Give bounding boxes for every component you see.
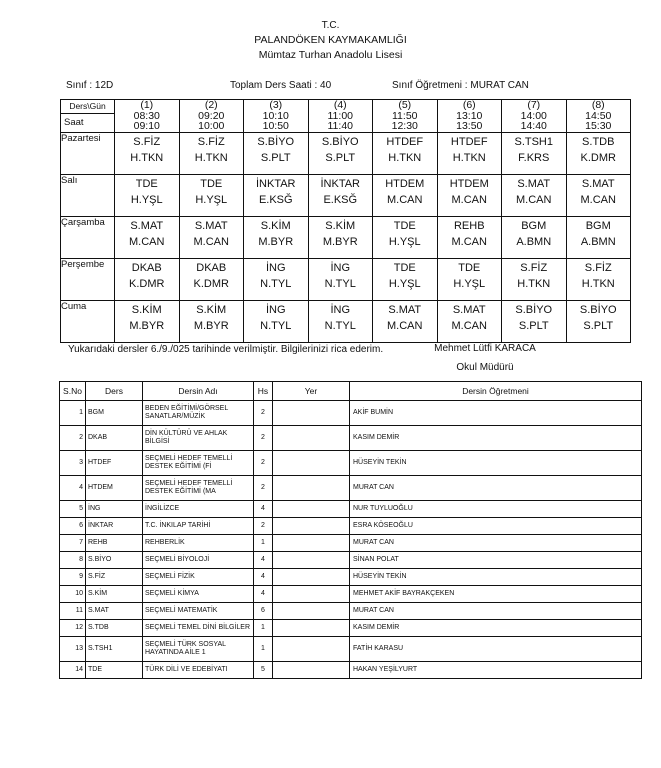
lesson-code: İNKTAR — [320, 178, 361, 190]
lesson-name: İNGİLİZCE — [143, 501, 254, 518]
header-sno: S.No — [60, 382, 86, 401]
lesson-cell — [179, 259, 244, 301]
period-number: (3) — [269, 99, 283, 111]
lesson-no: 3 — [60, 451, 86, 476]
lesson-cell — [308, 175, 373, 217]
header-ders: Ders — [86, 382, 143, 401]
lesson-teacher: H.YŞL — [453, 278, 486, 290]
lesson-code: S.FİZ — [520, 262, 548, 274]
lesson-teacher: H.YŞL — [130, 194, 163, 206]
lesson-teacher: H.TKN — [517, 278, 551, 290]
lesson-name: TÜRK DİLİ VE EDEBİYATI — [143, 662, 254, 679]
lesson-no: 14 — [60, 662, 86, 679]
lesson-cell — [308, 217, 373, 259]
lesson-hours: 1 — [254, 637, 273, 662]
lesson-hours: 2 — [254, 451, 273, 476]
lesson-name: SEÇMELİ TÜRK SOSYAL HAYATINDA AİLE 1 — [143, 637, 254, 662]
class-info-row — [0, 80, 661, 94]
period-end: 15:30 — [585, 120, 612, 132]
lesson-code: S.MAT — [86, 603, 143, 620]
lesson-teacher: A.BMN — [580, 236, 616, 248]
lesson-place — [273, 535, 350, 552]
lesson-cell — [179, 217, 244, 259]
lesson-cell — [308, 259, 373, 301]
period-start: 10:10 — [262, 109, 289, 122]
period-end: 12:30 — [391, 120, 418, 132]
timetable-day-row — [61, 175, 631, 217]
lesson-teacher: H.TKN — [130, 152, 164, 164]
lesson-code: S.KİM — [260, 220, 291, 232]
lesson-code: S.MAT — [517, 178, 551, 190]
lesson-code: BGM — [86, 401, 143, 426]
lesson-no: 4 — [60, 476, 86, 501]
lesson-teacher: NUR TUYLUOĞLU — [350, 501, 642, 518]
lesson-code: S.MAT — [194, 220, 228, 232]
period-start: 11:50 — [392, 109, 418, 122]
lesson-code: DKAB — [131, 262, 162, 274]
lesson-cell — [437, 175, 502, 217]
class-name: Sınıf : 12D — [66, 80, 114, 91]
lesson-teacher: HÜSEYİN TEKİN — [350, 451, 642, 476]
lesson-name: SEÇMELİ BİYOLOJİ — [143, 552, 254, 569]
lesson-code: S.BİYO — [257, 136, 295, 148]
period-header-cell — [308, 100, 373, 133]
lesson-code: S.TDB — [582, 136, 615, 148]
lesson-teacher: H.TKN — [452, 152, 486, 164]
timetable-header-row — [61, 100, 631, 133]
lesson-cell — [566, 175, 631, 217]
day-name: Çarşamba — [61, 217, 115, 259]
lesson-code: HTDEM — [449, 178, 489, 190]
lesson-teacher: N.TYL — [324, 320, 356, 332]
lesson-teacher: H.YŞL — [388, 278, 421, 290]
lesson-teacher: M.BYR — [258, 236, 294, 248]
lesson-code: İNG — [330, 262, 351, 274]
lesson-cell — [437, 301, 502, 343]
lesson-code: S.KİM — [131, 304, 162, 316]
lesson-code: HTDEF — [386, 136, 424, 148]
lesson-code: S.BİYO — [321, 136, 359, 148]
lesson-teacher: M.CAN — [516, 194, 552, 206]
lesson-hours: 4 — [254, 569, 273, 586]
weekly-timetable — [60, 99, 631, 343]
table-row — [60, 552, 642, 569]
day-name: Perşembe — [61, 259, 115, 301]
lesson-code: HTDEM — [385, 178, 425, 190]
lesson-code: TDE — [86, 662, 143, 679]
lesson-cell — [244, 217, 309, 259]
period-number: (1) — [140, 99, 154, 111]
lesson-code: REHB — [86, 535, 143, 552]
lesson-teacher: M.BYR — [193, 320, 229, 332]
lesson-code: HTDEF — [450, 136, 488, 148]
lesson-code: İNG — [265, 304, 286, 316]
table-row — [60, 518, 642, 535]
lesson-code: S.MAT — [130, 220, 164, 232]
lesson-teacher: K.DMR — [193, 278, 229, 290]
lesson-cell — [115, 217, 180, 259]
lesson-teacher: ESRA KÖSEOĞLU — [350, 518, 642, 535]
lesson-code: S.FİZ — [197, 136, 225, 148]
period-header-cell — [437, 100, 502, 133]
lesson-code: TDE — [200, 178, 223, 190]
lesson-teacher: S.PLT — [260, 152, 291, 164]
timetable-day-row — [61, 259, 631, 301]
lesson-no: 2 — [60, 426, 86, 451]
lesson-code: S.BİYO — [515, 304, 553, 316]
period-number: (8) — [591, 99, 605, 111]
lesson-no: 12 — [60, 620, 86, 637]
lesson-teacher: M.CAN — [387, 194, 423, 206]
lesson-no: 6 — [60, 518, 86, 535]
lesson-code: DKAB — [86, 426, 143, 451]
table-row — [60, 451, 642, 476]
lesson-teacher: N.TYL — [260, 320, 292, 332]
period-number: (6) — [462, 99, 476, 111]
lesson-cell — [179, 301, 244, 343]
day-name: Salı — [61, 175, 115, 217]
lesson-no: 7 — [60, 535, 86, 552]
header-ogretmen: Dersin Öğretmeni — [350, 382, 642, 401]
lesson-cell — [244, 133, 309, 175]
lesson-place — [273, 586, 350, 603]
timetable-corner-cell — [61, 100, 115, 133]
lesson-place — [273, 476, 350, 501]
period-end: 11:40 — [327, 120, 353, 132]
lesson-name: T.C. İNKILAP TARİHİ — [143, 518, 254, 535]
lesson-teacher: K.DMR — [580, 152, 616, 164]
table-row — [60, 501, 642, 518]
lesson-teacher: KASIM DEMİR — [350, 426, 642, 451]
lesson-code: İNG — [265, 262, 286, 274]
lesson-place — [273, 426, 350, 451]
lesson-cell — [244, 259, 309, 301]
lesson-cell — [179, 133, 244, 175]
lessons-header-row — [60, 382, 642, 401]
signature-block — [420, 343, 550, 373]
period-number: (4) — [333, 99, 347, 111]
lesson-cell — [308, 301, 373, 343]
lesson-code: TDE — [393, 220, 416, 232]
lesson-cell — [566, 133, 631, 175]
lesson-cell — [244, 301, 309, 343]
lesson-hours: 2 — [254, 426, 273, 451]
lesson-name: DİN KÜLTÜRÜ VE AHLAK BİLGİSİ — [143, 426, 254, 451]
lesson-code: İNG — [330, 304, 351, 316]
lesson-teacher: E.KSĞ — [323, 194, 358, 206]
header-hs: Hs — [254, 382, 273, 401]
letterhead-tc: T.C. — [321, 20, 340, 31]
lesson-hours: 4 — [254, 586, 273, 603]
lesson-no: 11 — [60, 603, 86, 620]
lesson-teacher: H.TKN — [194, 152, 228, 164]
header-yer: Yer — [273, 382, 350, 401]
timetable-day-row — [61, 301, 631, 343]
lesson-cell — [566, 301, 631, 343]
lesson-name: SEÇMELİ HEDEF TEMELLİ DESTEK EĞİTİMİ (Fİ — [143, 451, 254, 476]
lesson-teacher: M.CAN — [451, 236, 487, 248]
lesson-name: SEÇMELİ FİZİK — [143, 569, 254, 586]
lesson-hours: 1 — [254, 535, 273, 552]
period-header-cell — [115, 100, 180, 133]
lesson-teacher: M.BYR — [129, 320, 165, 332]
lessons-table — [59, 381, 642, 679]
lesson-teacher: AKİF BUMİN — [350, 401, 642, 426]
timetable-day-row — [61, 133, 631, 175]
lesson-teacher: M.CAN — [451, 320, 487, 332]
lesson-name: BEDEN EĞİTİMİ/GÖRSEL SANATLAR/MÜZİK — [143, 401, 254, 426]
table-row — [60, 569, 642, 586]
lesson-cell — [179, 175, 244, 217]
lesson-teacher: H.TKN — [388, 152, 422, 164]
lesson-teacher: S.PLT — [518, 320, 549, 332]
lesson-cell — [115, 259, 180, 301]
period-end: 14:40 — [520, 120, 547, 132]
lesson-cell — [502, 217, 567, 259]
lesson-cell — [566, 259, 631, 301]
lesson-code: S.MAT — [581, 178, 615, 190]
lesson-cell — [502, 259, 567, 301]
lesson-place — [273, 662, 350, 679]
lesson-cell — [502, 133, 567, 175]
lesson-cell — [373, 259, 438, 301]
lesson-teacher: M.CAN — [387, 320, 423, 332]
table-row — [60, 476, 642, 501]
lesson-place — [273, 637, 350, 662]
lesson-hours: 4 — [254, 501, 273, 518]
lesson-code: S.FİZ — [584, 262, 612, 274]
lesson-teacher: MEHMET AKİF BAYRAKÇEKEN — [350, 586, 642, 603]
lesson-code: S.KİM — [196, 304, 227, 316]
lesson-hours: 2 — [254, 518, 273, 535]
lesson-place — [273, 401, 350, 426]
lesson-teacher: M.CAN — [580, 194, 616, 206]
lesson-teacher: MURAT CAN — [350, 603, 642, 620]
lesson-teacher: K.DMR — [129, 278, 165, 290]
period-header-cell — [244, 100, 309, 133]
lesson-code: İNG — [86, 501, 143, 518]
table-row — [60, 586, 642, 603]
lesson-name: SEÇMELİ KİMYA — [143, 586, 254, 603]
lesson-place — [273, 451, 350, 476]
lesson-code: TDE — [135, 178, 158, 190]
lesson-cell — [244, 175, 309, 217]
period-header-cell — [566, 100, 631, 133]
lesson-code: S.KİM — [86, 586, 143, 603]
table-row — [60, 401, 642, 426]
lesson-name: SEÇMELİ TEMEL DİNİ BİLGİLER — [143, 620, 254, 637]
header-dersadi: Dersin Adı — [143, 382, 254, 401]
lesson-code: S.TSH1 — [86, 637, 143, 662]
period-start: 14:00 — [520, 109, 547, 122]
lesson-teacher: H.YŞL — [388, 236, 421, 248]
lesson-teacher: M.CAN — [129, 236, 165, 248]
day-name: Cuma — [61, 301, 115, 343]
table-row — [60, 603, 642, 620]
saat-label: Saat — [64, 117, 84, 128]
class-teacher: Sınıf Öğretmeni : MURAT CAN — [392, 80, 529, 91]
table-row — [60, 637, 642, 662]
lesson-teacher: H.YŞL — [195, 194, 228, 206]
lesson-no: 1 — [60, 401, 86, 426]
lesson-cell — [115, 301, 180, 343]
period-start: 14:50 — [585, 109, 612, 122]
period-start: 13:10 — [456, 109, 483, 122]
lesson-code: S.MAT — [452, 304, 486, 316]
lesson-code: S.FİZ — [133, 136, 161, 148]
lesson-place — [273, 552, 350, 569]
lesson-code: HTDEM — [86, 476, 143, 501]
table-row — [60, 662, 642, 679]
lesson-teacher: HÜSEYİN TEKİN — [350, 569, 642, 586]
lesson-cell — [566, 217, 631, 259]
lesson-teacher: KASIM DEMİR — [350, 620, 642, 637]
lesson-teacher: A.BMN — [516, 236, 552, 248]
lesson-place — [273, 501, 350, 518]
lesson-hours: 2 — [254, 476, 273, 501]
lesson-name: SEÇMELİ MATEMATİK — [143, 603, 254, 620]
lesson-no: 10 — [60, 586, 86, 603]
lesson-cell — [373, 217, 438, 259]
lesson-teacher: H.TKN — [581, 278, 615, 290]
signature-name: Mehmet Lütfi KARACA — [434, 343, 536, 354]
lesson-code: BGM — [585, 220, 611, 232]
lesson-teacher: FATİH KARASU — [350, 637, 642, 662]
lesson-hours: 5 — [254, 662, 273, 679]
lesson-teacher: M.BYR — [322, 236, 358, 248]
lesson-code: REHB — [453, 220, 485, 232]
period-number: (5) — [398, 99, 412, 111]
lesson-cell — [115, 133, 180, 175]
day-name: Pazartesi — [61, 133, 115, 175]
lesson-teacher: N.TYL — [260, 278, 292, 290]
table-row — [60, 426, 642, 451]
lesson-code: S.TDB — [86, 620, 143, 637]
note-text: Yukarıdaki dersler 6./9./025 tarihinde verilmiştir. Bilgilerinizi rica ederim. — [68, 344, 384, 355]
period-end: 09:10 — [133, 120, 160, 132]
lesson-code: S.BİYO — [579, 304, 617, 316]
lesson-place — [273, 518, 350, 535]
lesson-teacher: N.TYL — [324, 278, 356, 290]
lesson-teacher: HAKAN YEŞİLYURT — [350, 662, 642, 679]
lesson-no: 9 — [60, 569, 86, 586]
lesson-code: İNKTAR — [86, 518, 143, 535]
lesson-teacher: S.PLT — [325, 152, 356, 164]
lesson-cell — [437, 217, 502, 259]
lesson-no: 5 — [60, 501, 86, 518]
lesson-code: S.MAT — [388, 304, 422, 316]
lesson-teacher: M.CAN — [193, 236, 229, 248]
lesson-no: 13 — [60, 637, 86, 662]
lesson-hours: 6 — [254, 603, 273, 620]
period-end: 10:50 — [262, 120, 289, 132]
lesson-code: S.BİYO — [86, 552, 143, 569]
lesson-cell — [502, 301, 567, 343]
timetable-day-row — [61, 217, 631, 259]
period-header-cell — [179, 100, 244, 133]
lesson-teacher: S.PLT — [583, 320, 614, 332]
lesson-teacher: E.KSĞ — [258, 194, 293, 206]
lesson-hours: 4 — [254, 552, 273, 569]
corner-label: Ders\Gün — [61, 100, 114, 114]
lesson-code: TDE — [458, 262, 481, 274]
lesson-teacher: MURAT CAN — [350, 476, 642, 501]
period-number: (7) — [527, 99, 541, 111]
lesson-name: REHBERLİK — [143, 535, 254, 552]
lesson-teacher: MURAT CAN — [350, 535, 642, 552]
signature-title: Okul Müdürü — [456, 362, 514, 373]
lesson-no: 8 — [60, 552, 86, 569]
total-lesson-hours: Toplam Ders Saati : 40 — [230, 80, 332, 91]
lesson-name: SEÇMELİ HEDEF TEMELLİ DESTEK EĞİTİMİ (MA — [143, 476, 254, 501]
lesson-cell — [373, 175, 438, 217]
period-number: (2) — [204, 99, 218, 111]
lesson-cell — [437, 259, 502, 301]
lesson-code: BGM — [521, 220, 547, 232]
lesson-cell — [115, 175, 180, 217]
lesson-place — [273, 603, 350, 620]
lesson-cell — [308, 133, 373, 175]
lesson-hours: 1 — [254, 620, 273, 637]
lesson-teacher: SİNAN POLAT — [350, 552, 642, 569]
lesson-place — [273, 620, 350, 637]
period-header-cell — [502, 100, 567, 133]
letterhead — [0, 18, 661, 63]
lesson-code: TDE — [393, 262, 416, 274]
period-start: 08:30 — [133, 109, 160, 122]
lesson-place — [273, 569, 350, 586]
lesson-code: DKAB — [196, 262, 227, 274]
lesson-code: S.TSH1 — [514, 136, 553, 148]
lesson-code: İNKTAR — [255, 178, 296, 190]
lesson-cell — [373, 301, 438, 343]
lesson-code: S.KİM — [325, 220, 356, 232]
table-row — [60, 620, 642, 637]
lesson-teacher: F.KRS — [518, 152, 550, 164]
letterhead-district: PALANDÖKEN KAYMAKAMLIĞI — [254, 34, 407, 46]
period-start: 11:00 — [327, 109, 353, 122]
lesson-cell — [437, 133, 502, 175]
period-end: 10:00 — [198, 120, 225, 132]
lesson-hours: 2 — [254, 401, 273, 426]
letterhead-school: Mümtaz Turhan Anadolu Lisesi — [258, 49, 403, 61]
lesson-teacher: M.CAN — [451, 194, 487, 206]
lesson-cell — [502, 175, 567, 217]
lesson-cell — [373, 133, 438, 175]
lesson-code: HTDEF — [86, 451, 143, 476]
period-end: 13:50 — [456, 120, 483, 132]
period-header-cell — [373, 100, 438, 133]
period-start: 09:20 — [198, 109, 225, 122]
table-row — [60, 535, 642, 552]
lesson-code: S.FİZ — [86, 569, 143, 586]
